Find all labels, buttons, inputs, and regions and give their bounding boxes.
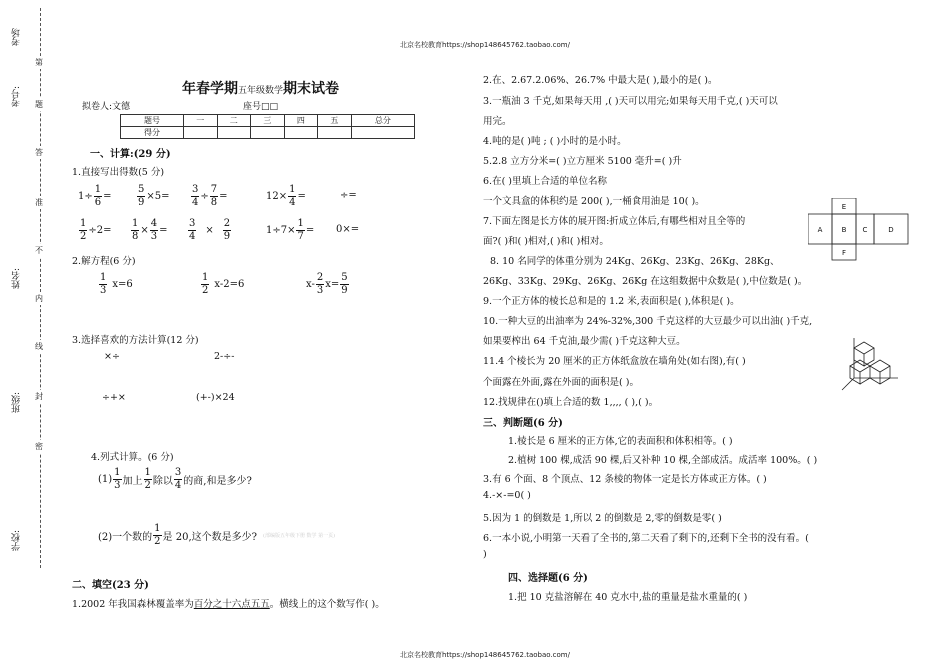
word-problem: (2)一个数的 $\frac{1}{2}$ 是 20,这个数是多少? (部编版五年级下册 数学 第一页) — [98, 523, 336, 547]
margin-char: 不 — [35, 246, 43, 255]
section-heading-fill: 二、填空(23 分) — [72, 580, 149, 591]
question-text: 2.解方程(6 分) — [72, 256, 136, 267]
fill-question: 5.2.8 立方分米=( )立方厘米 5100 毫升=( )升 — [483, 156, 682, 167]
judge-question: 3.有 6 个面、8 个顶点、12 条棱的物体一定是长方体或正方体。( ) — [483, 474, 767, 485]
score-table-header-row — [121, 115, 415, 127]
score-cell: 五 — [318, 115, 352, 127]
net-label-c: C — [862, 226, 868, 234]
fraction: $\frac{1}{3}$ — [100, 272, 107, 296]
calc-item: ÷+× — [102, 392, 126, 403]
margin-char: 密 — [35, 442, 43, 451]
fraction: $\frac{1}{2}$ — [202, 272, 209, 296]
fill-question: 个面露在外面,露在外面的面积是( )。 — [483, 377, 639, 388]
calc-item: ÷= — [340, 190, 357, 201]
fraction: $\frac{2}{3}$ — [316, 272, 324, 296]
fraction: $\frac{2}{9}$ — [223, 218, 231, 242]
equation: x- $\frac{2}{3}$ x= $\frac{5}{9}$ — [306, 272, 348, 296]
calc-item: 12× $\frac{1}{4}$ = — [266, 184, 306, 208]
binding-line — [40, 8, 41, 568]
calc-item: 1÷ $\frac{1}{6}$ = — [78, 184, 112, 208]
fraction: $\frac{5}{9}$ — [341, 272, 348, 296]
margin-char: 第 — [35, 58, 43, 67]
fill-question: 10.一种大豆的出油率为 24%-32%,300 千克这样的大豆最少可以出油( )千克, — [483, 316, 813, 327]
calc-item: ×÷ — [104, 351, 120, 362]
calc-item: $\frac{1}{2}$ ÷2= — [80, 218, 112, 242]
score-input-cell[interactable] — [251, 127, 285, 139]
score-cell: 一 — [184, 115, 218, 127]
margin-label-class: 班级: — [12, 392, 22, 414]
cube-lower — [860, 366, 870, 384]
calc-item: $\frac{1}{8}$ × $\frac{4}{3}$ = — [132, 218, 168, 242]
score-table-score-row — [121, 127, 415, 139]
fill-question: 面?( )和( )相对,( )和( )相对。 — [483, 236, 609, 247]
judge-question: 5.因为 1 的倒数是 1,所以 2 的倒数是 2,零的倒数是零( ) — [483, 513, 722, 524]
question-text: 4.列式计算。(6 分) — [91, 452, 174, 463]
margin-label-exam-number: 考号: — [12, 86, 22, 108]
equation: $\frac{1}{3}$ x=6 — [100, 272, 133, 296]
margin-char: 题 — [35, 100, 43, 109]
stacked-cubes-diagram — [840, 338, 900, 392]
score-table — [120, 114, 415, 139]
margin-char: 内 — [35, 294, 43, 303]
fraction: $\frac{1}{6}$ — [94, 184, 102, 208]
score-cell: 四 — [284, 115, 318, 127]
score-input-cell[interactable] — [184, 127, 218, 139]
cube-lower — [850, 366, 860, 384]
calc-item: (+-)×24 — [196, 392, 235, 403]
margin-label-name: 姓名: — [12, 268, 22, 290]
fraction: $\frac{3}{4}$ — [189, 218, 196, 242]
net-label-b: B — [841, 226, 847, 234]
score-cell: 得分 — [121, 127, 184, 139]
score-input-cell[interactable] — [351, 127, 414, 139]
score-input-cell[interactable] — [217, 127, 251, 139]
net-label-e: E — [841, 203, 847, 211]
faint-note: (部编版五年级下册 数学 第一页) — [263, 533, 336, 539]
fill-question: 用完。 — [483, 116, 512, 127]
calc-item: 1÷7× $\frac{1}{7}$ = — [266, 218, 315, 242]
fill-question: 6.在( )里填上合适的单位名称 — [483, 176, 607, 187]
floor-edge — [842, 378, 854, 390]
fraction: $\frac{1}{2}$ — [80, 218, 87, 242]
calc-item: $\frac{3}{4}$ ÷ $\frac{7}{8}$ = — [192, 184, 228, 208]
score-cell: 题号 — [121, 115, 184, 127]
fraction: $\frac{1}{7}$ — [297, 218, 304, 242]
fraction: $\frac{1}{2}$ — [154, 523, 161, 547]
fill-question: 8. 10 名同学的体重分别为 24Kg、26Kg、23Kg、26Kg、28Kg、 — [490, 256, 780, 267]
fraction: $\frac{7}{8}$ — [210, 184, 218, 208]
judge-question: 4.-×-=0( ) — [483, 490, 531, 501]
calc-item: $\frac{3}{4}$ × $\frac{2}{9}$ — [189, 218, 231, 242]
question-text: 1.直接写出得数(5 分) — [72, 167, 165, 178]
question-text: 3.选择喜欢的方法计算(12 分) — [72, 335, 199, 346]
header-url: 北京名校教育https://shop148645762.taobao.com/ — [400, 41, 570, 49]
score-input-cell[interactable] — [318, 127, 352, 139]
cube-top — [854, 342, 874, 354]
margin-label-school: 学校: — [12, 530, 22, 552]
fraction: $\frac{4}{3}$ — [150, 218, 158, 242]
fill-question: 2.在、2.67.2.06%、26.7% 中最大是( ),最小的是( )。 — [483, 75, 718, 86]
fill-question: 12.找规律在()填上合适的数 1,,,, ( ),( )。 — [483, 397, 659, 408]
fill-question: 一个文具盒的体积约是 200( ),一桶食用油是 10( )。 — [483, 196, 705, 207]
calc-item: 0×= — [336, 224, 360, 235]
fraction: $\frac{5}{9}$ — [138, 184, 145, 208]
judge-question: 2.植树 100 棵,成活 90 棵,后又补种 10 棵,全部成活。成活率 100%。( ) — [508, 455, 818, 466]
footer-url: 北京名校教育https://shop148645762.taobao.com/ — [400, 651, 570, 659]
author: 拟卷人:文德 — [82, 102, 131, 112]
seat-number: 座号□□ — [243, 102, 279, 112]
fraction: $\frac{1}{2}$ — [144, 467, 151, 491]
fraction: $\frac{1}{3}$ — [114, 467, 121, 491]
score-input-cell[interactable] — [284, 127, 318, 139]
cube-lower — [870, 366, 890, 372]
judge-question: 6.一本小说,小明第一天看了全书的,第二天看了剩下的,还剩下全书的没有看。( — [483, 533, 809, 544]
fill-question: 7.下面左图是长方体的展开图:折成立体后,有哪些相对且全等的 — [483, 216, 746, 227]
calc-item: $\frac{5}{9}$ ×5= — [138, 184, 170, 208]
fill-question: 如果要榨出 64 千克油,最少需( )千克这种大豆。 — [483, 336, 686, 347]
fill-question: 26Kg、33Kg、29Kg、26Kg、26Kg 在这组数据中众数是( ),中位数是( )。 — [483, 276, 808, 287]
score-cell: 总分 — [351, 115, 414, 127]
margin-char: 封 — [35, 392, 43, 401]
equation: $\frac{1}{2}$ x-2=6 — [202, 272, 245, 296]
fill-question: 3.一瓶油 3 千克,如果每天用 ,( )天可以用完;如果每天用千克,( )天可以 — [483, 96, 778, 107]
margin-char: 答 — [35, 148, 43, 157]
net-label-d: D — [888, 226, 894, 234]
section-heading-calc: 一、计算:(29 分) — [90, 149, 171, 160]
section-heading-choice: 四、选择题(6 分) — [508, 573, 588, 584]
fill-question: 11.4 个棱长为 20 厘米的正方体纸盒放在墙角处(如右图),有( ) — [483, 356, 746, 367]
fraction: $\frac{3}{4}$ — [192, 184, 199, 208]
margin-char: 线 — [35, 342, 43, 351]
word-problem: (1) $\frac{1}{3}$ 加上 $\frac{1}{2}$ 除以 $\frac{3}{4}$ 的商,和是多少? — [98, 467, 252, 491]
fill-question: 4.吨的是( )吨 ; ( )小时的是小时。 — [483, 136, 627, 147]
fraction: $\frac{1}{8}$ — [132, 218, 139, 242]
fraction: $\frac{1}{4}$ — [289, 184, 296, 208]
fraction: $\frac{3}{4}$ — [174, 467, 182, 491]
cube-lower — [850, 360, 870, 366]
judge-question: ) — [483, 549, 487, 560]
section-heading-judge: 三、判断题(6 分) — [483, 418, 563, 429]
score-cell: 三 — [251, 115, 285, 127]
net-label-f: F — [841, 249, 847, 257]
page-title: 年春学期五年级数学期末试卷 — [182, 81, 340, 97]
cuboid-net-diagram — [808, 198, 918, 262]
margin-label-exam-room: 考场 — [12, 28, 22, 46]
judge-question: 1.棱长是 6 厘米的正方体,它的表面积和体积相等。( ) — [508, 436, 733, 447]
fill-question: 9.一个正方体的棱长总和是的 1.2 米,表面积是( ),体积是( )。 — [483, 296, 740, 307]
fill-question-1: 1.2002 年我国森林覆盖率为百分之十六点五五。横线上的这个数写作( )。 — [72, 599, 385, 610]
calc-item: 2-÷- — [214, 351, 235, 362]
margin-char: 准 — [35, 198, 43, 207]
score-cell: 二 — [217, 115, 251, 127]
choice-question: 1.把 10 克盐溶解在 40 克水中,盐的重量是盐水重量的( ) — [508, 592, 748, 603]
net-label-a: A — [817, 226, 823, 234]
